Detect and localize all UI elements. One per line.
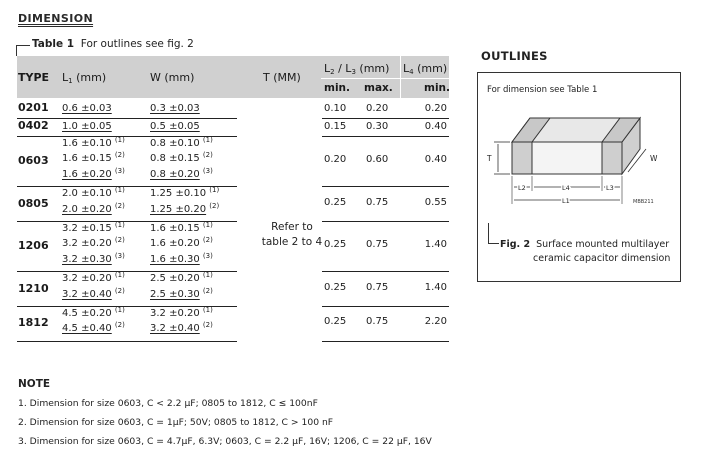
label-l4: L4 — [562, 184, 570, 192]
row-0603-l1-1: 1.6 ±0.10 $^{(1)}$ — [62, 136, 125, 149]
row-0402-w-1: 0.5 ±0.05 — [150, 121, 200, 132]
header-l23-min: min. — [324, 82, 351, 94]
row-0805-l23-max: 0.75 — [366, 196, 389, 208]
row-1210-l23-min: 0.25 — [324, 281, 347, 293]
label-t: T — [487, 154, 492, 163]
figure-label: Fig. 2 — [500, 239, 531, 250]
table-header — [17, 56, 449, 98]
row-0402-l23-min: 0.15 — [324, 121, 347, 132]
row-type-0402: 0402 — [18, 119, 49, 132]
header-l4-min: min. — [424, 82, 451, 94]
row-1812-l23-min: 0.25 — [324, 316, 347, 328]
row-0603-w-1: 0.8 ±0.10 $^{(1)}$ — [150, 136, 213, 149]
row-1812-l4-min: 2.20 — [424, 316, 447, 328]
label-w: W — [650, 154, 658, 163]
header-type: TYPE — [18, 71, 50, 84]
header-w: W (mm) — [150, 71, 195, 84]
note-title: NOTE — [18, 378, 51, 390]
row-1206-l1-2: 3.2 ±0.20 $^{(2)}$ — [62, 236, 125, 250]
row-type-1812: 1812 — [18, 316, 49, 330]
row-type-0603: 0603 — [18, 154, 49, 168]
row-0805-l23-min: 0.25 — [324, 196, 347, 208]
row-1206-l4-min: 1.40 — [424, 239, 447, 251]
header-l4: $L_4$ (mm) — [403, 62, 448, 76]
section-heading: DIMENSION — [18, 12, 94, 25]
row-1210-w-2: 2.5 ±0.30 $^{(2)}$ — [150, 286, 213, 300]
row-0201-l1-1: 0.6 ±0.03 — [62, 103, 112, 114]
row-type-0201: 0201 — [18, 101, 49, 114]
header-l23-max: max. — [364, 82, 393, 94]
label-l3: L3 — [606, 184, 614, 192]
outline-note: For dimension see Table 1 — [487, 85, 598, 95]
row-separator-right — [322, 186, 449, 187]
outlines-title: OUTLINES — [481, 49, 548, 63]
row-1206-l23-max: 0.75 — [366, 239, 389, 251]
t-refer-note — [240, 220, 347, 251]
table-caption-text: For outlines see fig. 2 — [80, 38, 194, 50]
header-col-divider — [400, 56, 401, 98]
row-0603-l23-max: 0.60 — [366, 154, 389, 166]
row-1210-l1-2: 3.2 ±0.40 $^{(2)}$ — [62, 286, 125, 300]
row-1206-w-3: 1.6 ±0.30 $^{(3)}$ — [150, 251, 213, 265]
row-1206-l1-3: 3.2 ±0.30 $^{(3)}$ — [62, 251, 125, 265]
row-1812-l23-max: 0.75 — [366, 316, 389, 328]
note-2: 2. Dimension for size 0603, C = 1µF; 50V; 0805 to 1812, C > 100 nF — [18, 417, 334, 428]
row-0603-l1-3: 1.6 ±0.20 $^{(3)}$ — [62, 166, 125, 180]
row-0402-l23-max: 0.30 — [366, 121, 389, 132]
row-separator-right — [322, 136, 449, 137]
note-3: 3. Dimension for size 0603, C = 4.7µF, 6.3V; 0603, C = 2.2 µF, 16V; 1206, C = 22 µF, 16V — [18, 436, 432, 447]
row-1210-l23-max: 0.75 — [366, 281, 389, 293]
row-0603-w-3: 0.8 ±0.20 $^{(3)}$ — [150, 166, 213, 180]
row-0805-l1-2: 2.0 ±0.20 $^{(2)}$ — [62, 201, 125, 215]
row-0201-w-1: 0.3 ±0.03 — [150, 103, 200, 114]
caption-bracket — [16, 45, 30, 56]
row-0402-l4-min: 0.40 — [424, 121, 447, 132]
row-0201-l4-min: 0.20 — [424, 103, 447, 114]
refer-line-1: Refer to — [271, 221, 313, 233]
row-separator-right — [322, 341, 449, 342]
row-0603-w-2: 0.8 ±0.15 $^{(2)}$ — [150, 151, 213, 165]
row-0603-l1-2: 1.6 ±0.15 $^{(2)}$ — [62, 151, 125, 165]
header-divider — [321, 78, 449, 79]
drawing-code: MBB211 — [633, 199, 654, 205]
row-type-1206: 1206 — [18, 239, 49, 253]
row-1812-l1-2: 4.5 ±0.40 $^{(2)}$ — [62, 321, 125, 335]
row-1206-l1-1: 3.2 ±0.15 $^{(1)}$ — [62, 221, 125, 234]
row-separator-right — [322, 306, 449, 307]
header-l2-l3: $L_2 / L_3$ (mm) — [324, 62, 390, 76]
row-1812-w-1: 3.2 ±0.20 $^{(1)}$ — [150, 306, 213, 319]
row-0805-w-1: 1.25 ±0.10 $^{(1)}$ — [150, 186, 220, 200]
row-0603-l23-min: 0.20 — [324, 154, 347, 166]
row-1206-w-2: 1.6 ±0.20 $^{(2)}$ — [150, 236, 213, 250]
row-1210-l4-min: 1.40 — [424, 281, 447, 293]
refer-line-2: table 2 to 4 — [261, 236, 323, 248]
row-type-0805: 0805 — [18, 196, 49, 210]
row-0201-l23-max: 0.20 — [366, 103, 389, 114]
row-1206-l23-min: 0.25 — [324, 239, 347, 251]
figure-caption — [500, 238, 670, 266]
row-separator — [17, 118, 237, 119]
outline-figure-box — [477, 72, 681, 282]
label-l2: L2 — [518, 184, 526, 192]
row-0805-l1-1: 2.0 ±0.10 $^{(1)}$ — [62, 186, 125, 200]
figure-caption-line-1: Surface mounted multilayer — [536, 239, 670, 250]
row-1812-l1-1: 4.5 ±0.20 $^{(1)}$ — [62, 306, 125, 319]
row-0603-l4-min: 0.40 — [424, 154, 447, 166]
row-separator-right — [322, 118, 449, 119]
row-separator-right — [322, 271, 449, 272]
row-0805-l4-min: 0.55 — [424, 196, 447, 208]
row-separator — [17, 341, 237, 342]
header-t: T (MM) — [263, 71, 301, 84]
table-label: Table 1 — [32, 38, 75, 50]
figure-caption-line-2: ceramic capacitor dimension — [533, 253, 671, 264]
header-l1: $L_1$ (mm) — [62, 71, 107, 85]
note-1: 1. Dimension for size 0603, C < 2.2 µF; 0805 to 1812, C ≤ 100nF — [18, 398, 318, 409]
row-1206-w-1: 1.6 ±0.15 $^{(1)}$ — [150, 221, 213, 234]
label-l1: L1 — [562, 197, 570, 205]
row-1812-w-2: 3.2 ±0.40 $^{(2)}$ — [150, 321, 213, 335]
row-0402-l1-1: 1.0 ±0.05 — [62, 121, 112, 132]
row-0805-w-2: 1.25 ±0.20 $^{(2)}$ — [150, 201, 220, 215]
row-type-1210: 1210 — [18, 281, 49, 295]
row-0201-l23-min: 0.10 — [324, 103, 347, 114]
fig-bracket — [488, 223, 499, 244]
row-1210-l1-1: 3.2 ±0.20 $^{(1)}$ — [62, 271, 125, 285]
row-1210-w-1: 2.5 ±0.20 $^{(1)}$ — [150, 271, 213, 285]
capacitor-drawing — [478, 73, 680, 223]
